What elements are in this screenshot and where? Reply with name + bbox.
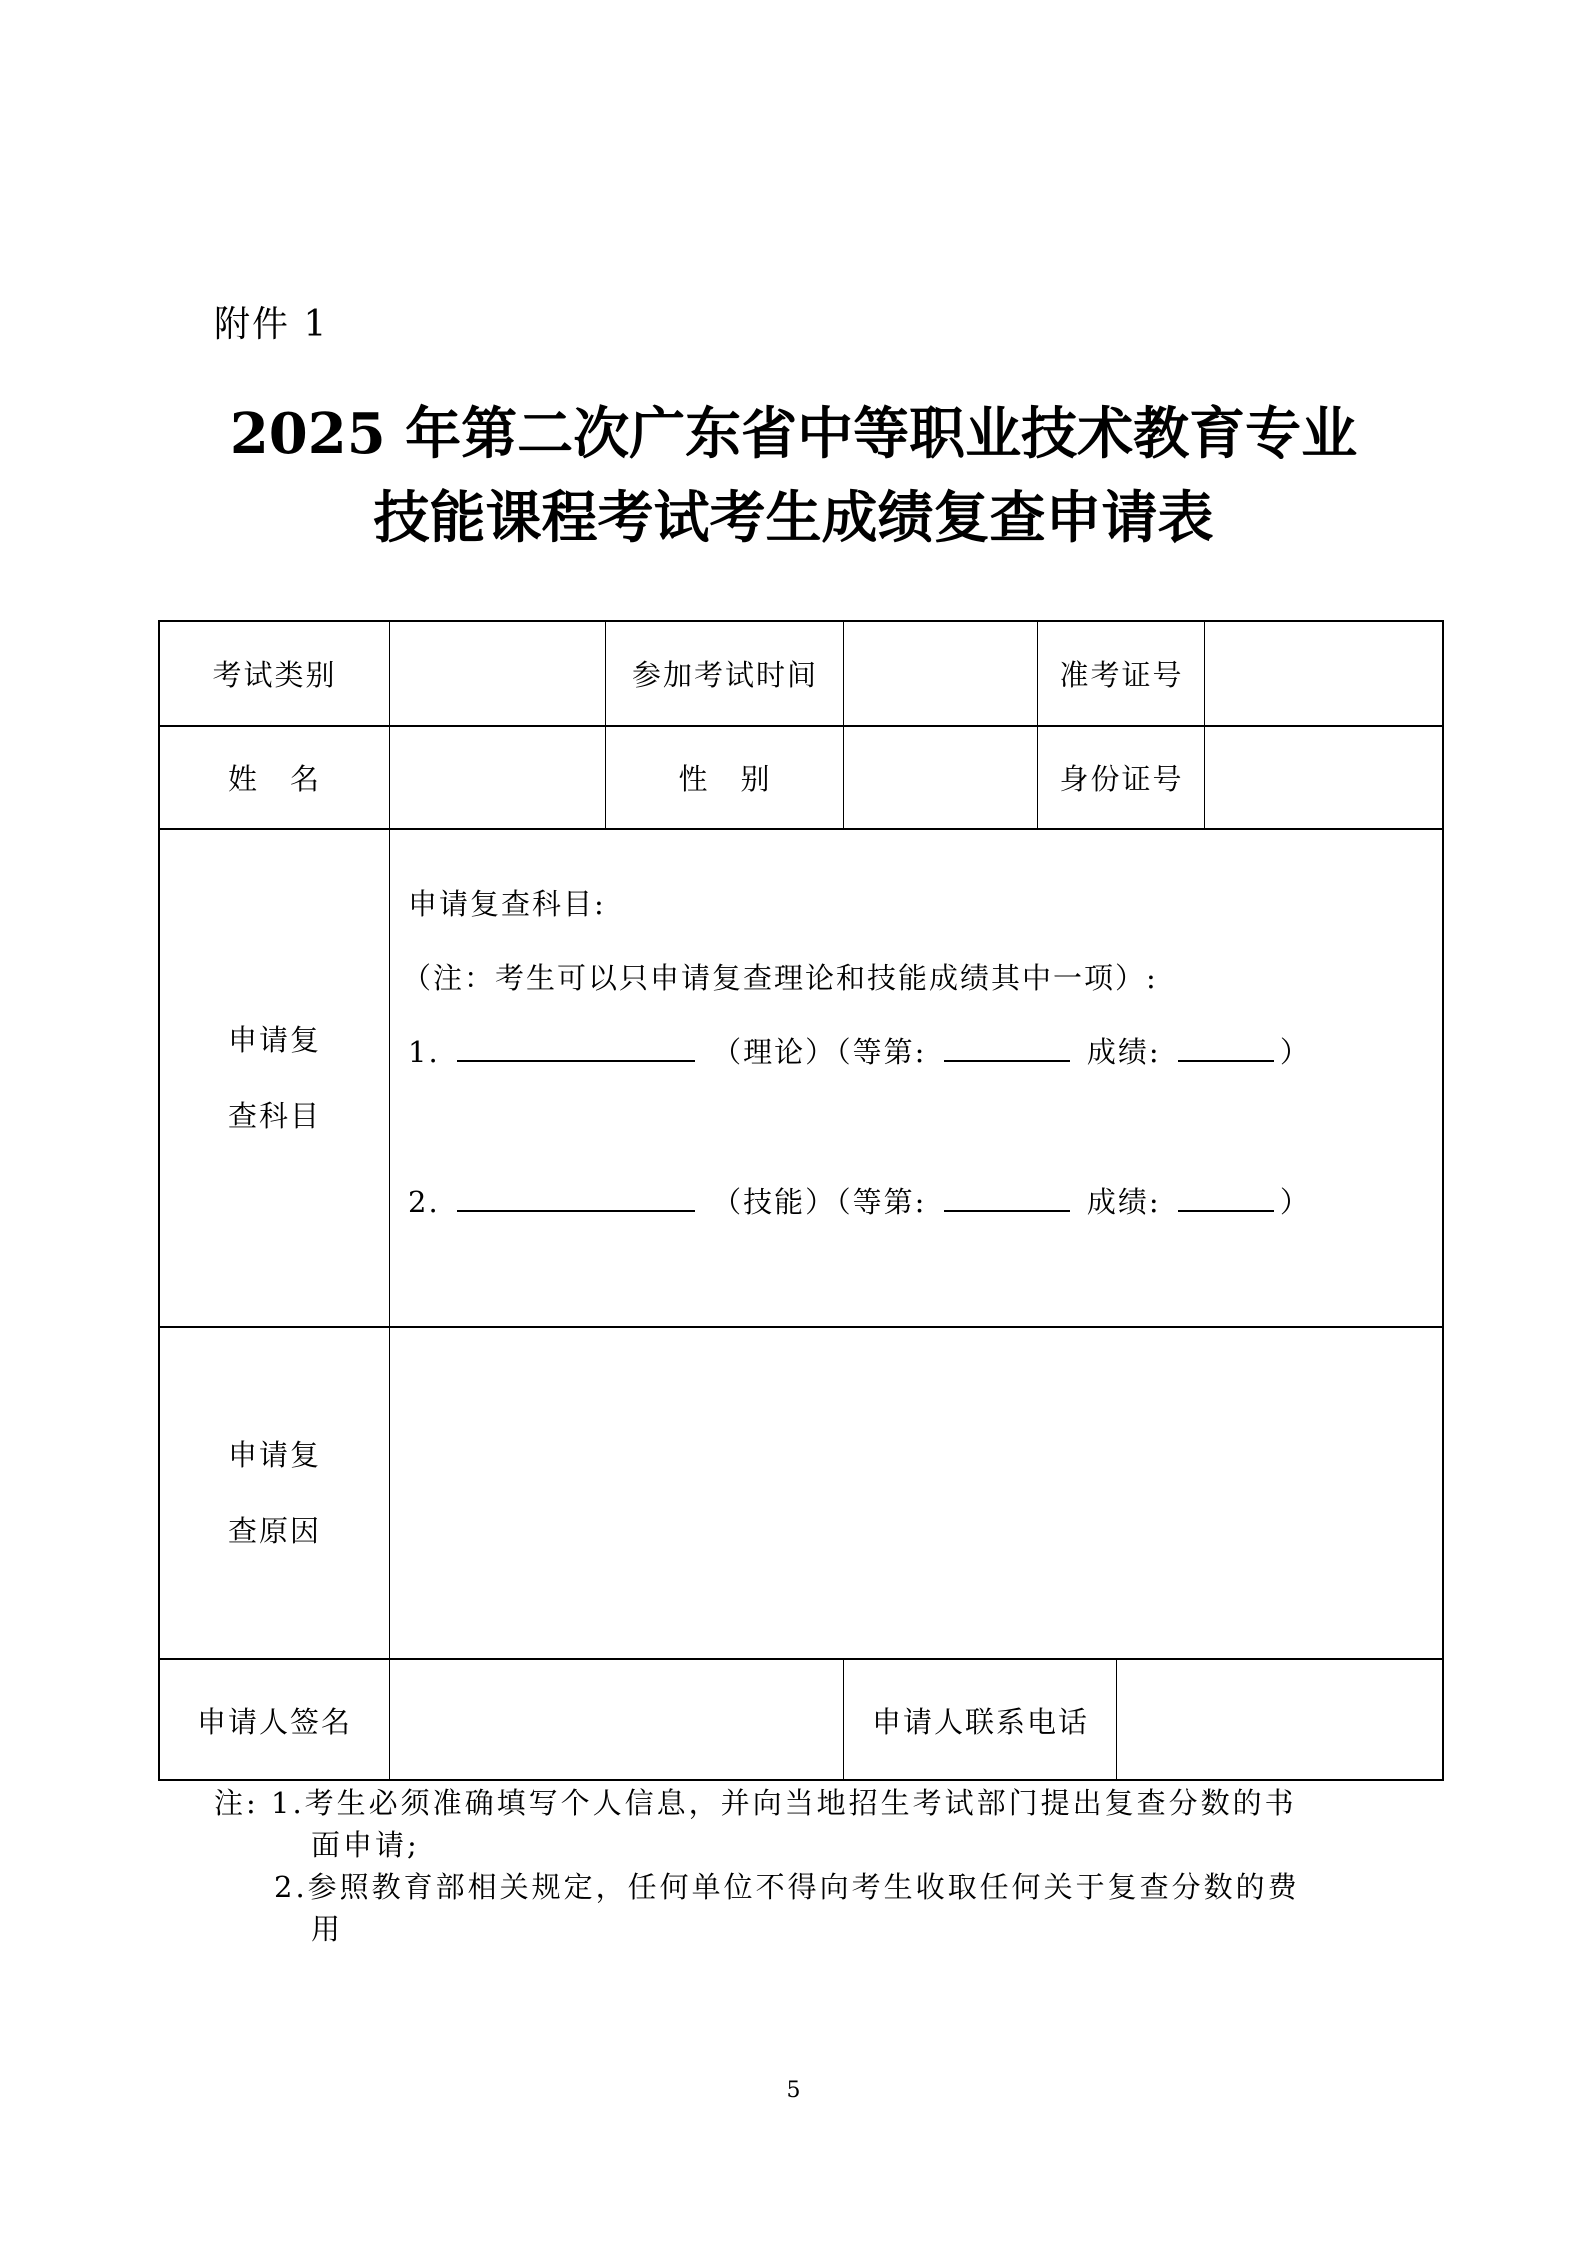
title-line-1: 2025 年第二次广东省中等职业技术教育专业 — [229, 401, 1358, 467]
gender-label: 性 别 — [678, 762, 772, 796]
exam-time-field[interactable] — [845, 622, 1037, 725]
subjects-label-line2: 查科目 — [227, 1099, 321, 1133]
subjects-note: （注：考生可以只申请复查理论和技能成绩其中一项）: — [402, 961, 1158, 995]
signature-field[interactable] — [391, 1660, 843, 1781]
note-1-continued: 面申请; — [311, 1828, 420, 1862]
subject-item-2: 2. （技能）（等第: 成绩: ） — [408, 1180, 1311, 1221]
admission-no-field[interactable] — [1206, 622, 1442, 725]
name-field[interactable] — [391, 727, 605, 828]
theory-score-field[interactable] — [1178, 1030, 1274, 1062]
subjects-label-line1: 申请复 — [227, 1023, 321, 1057]
theory-subject-field[interactable] — [457, 1030, 695, 1062]
skill-subject-field[interactable] — [457, 1180, 695, 1212]
skill-score-field[interactable] — [1178, 1180, 1274, 1212]
column-divider — [1037, 622, 1038, 828]
page-number: 5 — [786, 2078, 801, 2103]
phone-field[interactable] — [1118, 1660, 1442, 1781]
attachment-label: 附件 1 — [214, 304, 329, 345]
title-line-2: 技能课程考试考生成绩复查申请表 — [373, 485, 1214, 551]
column-divider — [843, 622, 844, 828]
theory-grade-field[interactable] — [944, 1030, 1070, 1062]
note-2-continued: 用 — [311, 1912, 344, 1946]
reason-label — [160, 1328, 389, 1658]
signature-label: 申请人签名 — [196, 1705, 352, 1739]
subject-item-1: 1. （理论）（等第: 成绩: ） — [408, 1030, 1311, 1071]
skill-grade-field[interactable] — [944, 1180, 1070, 1212]
id-no-field[interactable] — [1206, 727, 1442, 828]
reason-field[interactable] — [391, 1328, 1442, 1658]
footnotes — [214, 1782, 1300, 1950]
admission-no-label: 准考证号 — [1059, 658, 1184, 692]
reason-label-line1: 申请复 — [227, 1438, 321, 1472]
subjects-heading: 申请复查科目: — [408, 887, 606, 921]
column-divider — [605, 622, 606, 828]
subjects-label — [160, 830, 389, 1326]
phone-label: 申请人联系电话 — [871, 1705, 1089, 1739]
id-no-label: 身份证号 — [1059, 762, 1184, 796]
note-1: 注: 1.考生必须准确填写个人信息，并向当地招生考试部门提出复查分数的书 — [214, 1786, 1297, 1820]
column-divider — [389, 622, 390, 1781]
application-form-table — [158, 620, 1444, 1781]
gender-field[interactable] — [845, 727, 1037, 828]
exam-category-field[interactable] — [391, 622, 605, 725]
page-title — [0, 392, 1587, 560]
column-divider — [1116, 1658, 1117, 1781]
reason-label-line2: 查原因 — [227, 1514, 321, 1548]
exam-category-label: 考试类别 — [212, 658, 337, 692]
name-label: 姓 名 — [227, 762, 321, 796]
column-divider — [843, 1658, 844, 1781]
exam-time-label: 参加考试时间 — [631, 658, 818, 692]
column-divider — [1204, 622, 1205, 828]
note-2: 2.参照教育部相关规定，任何单位不得向考生收取任何关于复查分数的费 — [274, 1870, 1300, 1904]
